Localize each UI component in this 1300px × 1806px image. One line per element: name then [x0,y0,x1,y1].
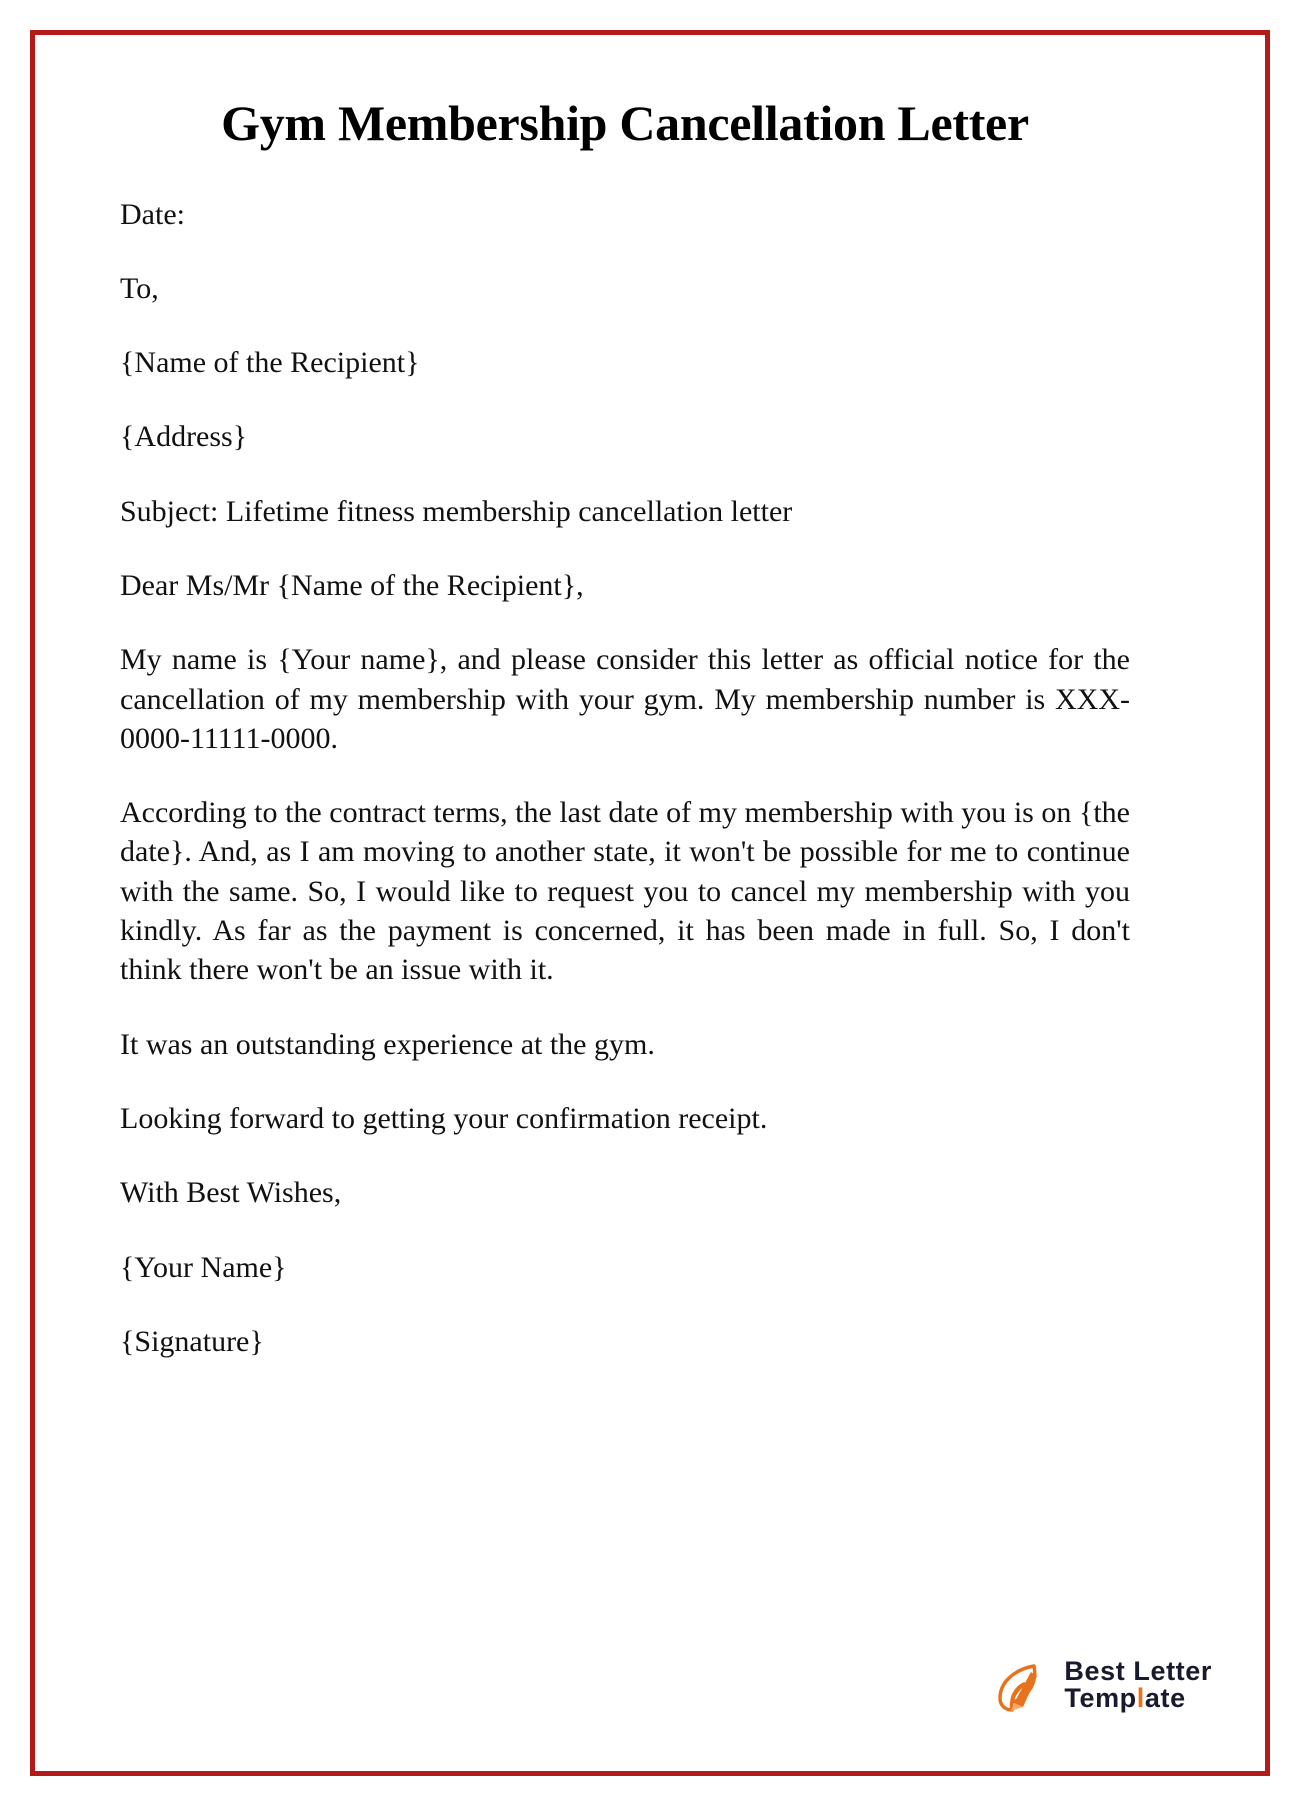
brand-logo-line2 [1064,1685,1212,1712]
page-title: Gym Membership Cancellation Letter [221,95,1029,151]
line-closing: With Best Wishes, [120,1176,342,1210]
paragraph-body-3: It was an outstanding experience at the gym. [120,1027,655,1061]
brand-logo-line2-part2: ate [1144,1683,1186,1713]
line-recipient-address: {Address} [120,420,248,454]
brand-logo [990,1654,1212,1716]
paragraph-body-1: My name is {Your name}, and please consider this letter as official notice for the cancellation of my membership with your gym. My membership number is XXX-0000-11111-0000. [120,643,1130,755]
paragraph-body-2: According to the contract terms, the last date of my membership with you is on {the date}. And, as I am moving to another state, it won't be possible for me to continue with the same. So, I would like to request you to cancel my membership with you kindly. As far as the payment is concerned, it has been made in full. So, I don't think there won't be an issue with it. [120,796,1130,987]
line-signature: {Signature} [120,1324,264,1358]
letter-content [120,95,1130,1396]
line-sender-name: {Your Name} [120,1250,287,1284]
line-salutation: Dear Ms/Mr {Name of the Recipient}, [120,568,584,602]
brand-logo-line1: Best Letter [1064,1656,1212,1686]
line-date: Date: [120,197,185,231]
brand-logo-text [1064,1658,1212,1712]
paragraph-body-4: Looking forward to getting your confirmation receipt. [120,1101,768,1135]
brand-logo-line2-accent: l [1136,1683,1145,1713]
line-recipient-name: {Name of the Recipient} [120,346,420,380]
quill-pen-icon [990,1654,1052,1716]
line-to: To, [120,271,159,305]
line-subject: Subject: Lifetime fitness membership cancellation letter [120,494,793,528]
brand-logo-line2-part1: Temp [1064,1683,1137,1713]
